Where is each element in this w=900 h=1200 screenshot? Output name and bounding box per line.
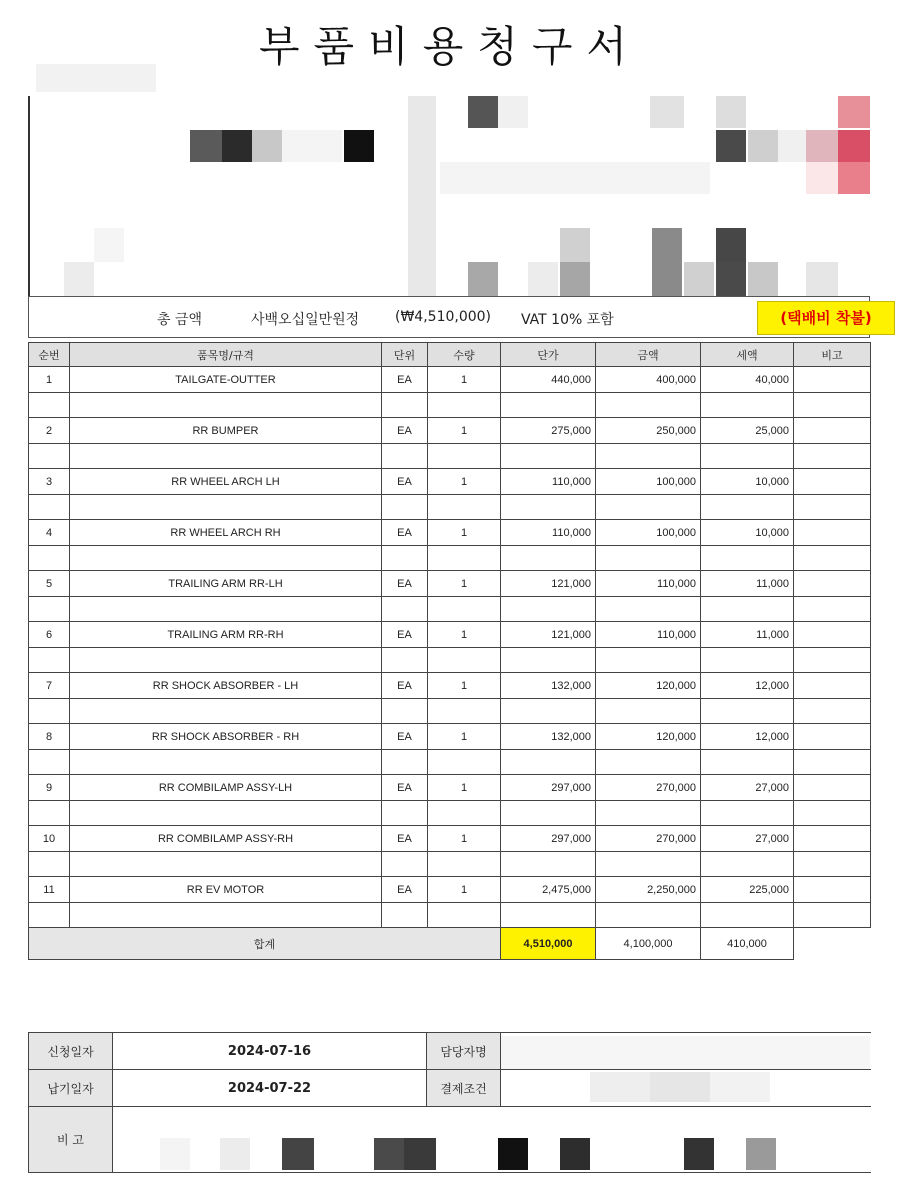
redacted-block xyxy=(528,262,558,296)
cell-tax: 225,000 xyxy=(701,877,794,903)
spacer-cell xyxy=(29,801,70,826)
spacer-cell xyxy=(428,546,501,571)
redacted-block xyxy=(222,130,252,162)
request-date-label: 신청일자 xyxy=(29,1033,113,1070)
table-row xyxy=(29,520,871,546)
cell-tax: 11,000 xyxy=(701,622,794,648)
cell-name: RR EV MOTOR xyxy=(70,877,382,903)
spacer-cell xyxy=(794,495,871,520)
spacer-cell xyxy=(501,801,596,826)
redacted-block xyxy=(190,130,222,162)
redacted-block xyxy=(806,130,838,162)
table-row xyxy=(29,367,871,393)
cell-unit: EA xyxy=(382,622,428,648)
cell-qty: 1 xyxy=(428,469,501,495)
table-row xyxy=(29,877,871,903)
redacted-block xyxy=(748,262,778,296)
spacer-cell xyxy=(701,393,794,418)
total-tax: 410,000 xyxy=(701,928,794,960)
table-row xyxy=(29,571,871,597)
spacer-cell xyxy=(794,597,871,622)
cell-price: 2,475,000 xyxy=(501,877,596,903)
cell-note xyxy=(794,571,871,597)
redacted-block xyxy=(748,130,778,162)
cell-qty: 1 xyxy=(428,724,501,750)
redacted-block xyxy=(650,96,684,128)
spacer-cell xyxy=(428,393,501,418)
cell-qty: 1 xyxy=(428,673,501,699)
header-cell: 품목명/규격 xyxy=(70,343,382,367)
spacer-row xyxy=(29,393,871,418)
cell-amount: 100,000 xyxy=(596,520,701,546)
redacted-block xyxy=(408,96,436,296)
redacted-block xyxy=(64,262,94,296)
cell-unit: EA xyxy=(382,520,428,546)
spacer-cell xyxy=(428,597,501,622)
cell-amount: 400,000 xyxy=(596,367,701,393)
spacer-cell xyxy=(29,597,70,622)
redacted-block xyxy=(838,130,870,162)
spacer-cell xyxy=(382,393,428,418)
spacer-cell xyxy=(701,903,794,928)
header-cell: 세액 xyxy=(701,343,794,367)
cell-no: 11 xyxy=(29,877,70,903)
cell-note xyxy=(794,775,871,801)
manager-label: 담당자명 xyxy=(427,1033,501,1070)
cell-qty: 1 xyxy=(428,571,501,597)
spacer-row xyxy=(29,801,871,826)
cell-price: 121,000 xyxy=(501,622,596,648)
spacer-cell xyxy=(501,495,596,520)
cell-amount: 100,000 xyxy=(596,469,701,495)
cell-amount: 270,000 xyxy=(596,826,701,852)
spacer-cell xyxy=(596,546,701,571)
spacer-row xyxy=(29,903,871,928)
spacer-cell xyxy=(382,699,428,724)
spacer-cell xyxy=(701,648,794,673)
total-amount: 4,100,000 xyxy=(596,928,701,960)
memo-value-redacted xyxy=(113,1107,871,1173)
spacer-cell xyxy=(29,699,70,724)
items-table xyxy=(28,342,871,960)
redacted-block xyxy=(468,262,498,296)
total-row xyxy=(29,928,871,960)
spacer-cell xyxy=(501,750,596,775)
total-amount-number: (₩4,510,000) xyxy=(395,309,492,325)
cell-no: 1 xyxy=(29,367,70,393)
cell-unit: EA xyxy=(382,571,428,597)
redacted-block xyxy=(838,162,870,194)
redacted-block xyxy=(716,262,746,296)
cell-price: 275,000 xyxy=(501,418,596,444)
spacer-cell xyxy=(29,546,70,571)
spacer-cell xyxy=(701,444,794,469)
spacer-cell xyxy=(70,852,382,877)
spacer-cell xyxy=(382,750,428,775)
spacer-cell xyxy=(70,699,382,724)
cell-unit: EA xyxy=(382,775,428,801)
memo-label: 비 고 xyxy=(29,1107,113,1173)
spacer-cell xyxy=(428,699,501,724)
table-row xyxy=(29,775,871,801)
spacer-cell xyxy=(382,597,428,622)
spacer-cell xyxy=(794,801,871,826)
cell-no: 6 xyxy=(29,622,70,648)
spacer-cell xyxy=(29,393,70,418)
cell-no: 5 xyxy=(29,571,70,597)
spacer-cell xyxy=(70,444,382,469)
cell-note xyxy=(794,724,871,750)
redacted-block xyxy=(468,96,498,128)
spacer-cell xyxy=(596,903,701,928)
spacer-cell xyxy=(596,801,701,826)
spacer-cell xyxy=(596,852,701,877)
spacer-cell xyxy=(701,699,794,724)
payment-terms-label: 결제조건 xyxy=(427,1070,501,1107)
table-row xyxy=(29,418,871,444)
cell-amount: 250,000 xyxy=(596,418,701,444)
redacted-block xyxy=(716,228,746,262)
spacer-cell xyxy=(794,444,871,469)
cell-price: 297,000 xyxy=(501,826,596,852)
delivery-date-value: 2024-07-22 xyxy=(113,1070,427,1107)
total-amount-summary xyxy=(28,296,870,338)
redacted-block xyxy=(560,262,590,296)
spacer-cell xyxy=(382,903,428,928)
freight-badge: (택배비 착불) xyxy=(757,301,895,335)
redacted-block xyxy=(344,130,374,162)
spacer-cell xyxy=(596,495,701,520)
redacted-block xyxy=(838,96,870,128)
cell-price: 132,000 xyxy=(501,724,596,750)
cell-name: TRAILING ARM RR-LH xyxy=(70,571,382,597)
spacer-cell xyxy=(382,801,428,826)
redacted-block xyxy=(282,130,342,162)
cell-name: RR WHEEL ARCH RH xyxy=(70,520,382,546)
cell-note xyxy=(794,826,871,852)
cell-price: 110,000 xyxy=(501,469,596,495)
spacer-cell xyxy=(501,903,596,928)
redacted-block xyxy=(440,162,710,194)
cell-price: 110,000 xyxy=(501,520,596,546)
spacer-row xyxy=(29,495,871,520)
cell-no: 7 xyxy=(29,673,70,699)
spacer-cell xyxy=(428,903,501,928)
spacer-cell xyxy=(382,648,428,673)
spacer-cell xyxy=(596,699,701,724)
spacer-row xyxy=(29,852,871,877)
table-row xyxy=(29,622,871,648)
spacer-cell xyxy=(501,597,596,622)
header-cell: 단위 xyxy=(382,343,428,367)
cell-tax: 25,000 xyxy=(701,418,794,444)
redacted-block xyxy=(94,228,124,262)
spacer-cell xyxy=(794,546,871,571)
spacer-cell xyxy=(382,852,428,877)
spacer-row xyxy=(29,750,871,775)
header-cell: 단가 xyxy=(501,343,596,367)
cell-amount: 120,000 xyxy=(596,673,701,699)
cell-name: RR COMBILAMP ASSY-LH xyxy=(70,775,382,801)
cell-amount: 120,000 xyxy=(596,724,701,750)
spacer-cell xyxy=(382,444,428,469)
spacer-cell xyxy=(428,495,501,520)
spacer-cell xyxy=(794,699,871,724)
spacer-row xyxy=(29,648,871,673)
redacted-block xyxy=(652,228,682,296)
cell-tax: 27,000 xyxy=(701,775,794,801)
total-price: 4,510,000 xyxy=(501,928,596,960)
spacer-cell xyxy=(70,750,382,775)
redacted-block xyxy=(716,96,746,128)
cell-tax: 11,000 xyxy=(701,571,794,597)
cell-tax: 10,000 xyxy=(701,469,794,495)
table-row xyxy=(29,673,871,699)
spacer-cell xyxy=(701,495,794,520)
spacer-cell xyxy=(596,597,701,622)
cell-name: TRAILING ARM RR-RH xyxy=(70,622,382,648)
cell-qty: 1 xyxy=(428,877,501,903)
total-label: 합계 xyxy=(29,928,501,960)
cell-note xyxy=(794,367,871,393)
manager-value-redacted xyxy=(501,1033,871,1070)
vat-note: VAT 10% 포함 xyxy=(521,312,614,328)
cell-note xyxy=(794,418,871,444)
table-header-row xyxy=(29,343,871,367)
spacer-cell xyxy=(70,495,382,520)
spacer-cell xyxy=(382,546,428,571)
spacer-cell xyxy=(70,648,382,673)
info-table xyxy=(28,1032,871,1173)
spacer-cell xyxy=(701,801,794,826)
cell-name: RR COMBILAMP ASSY-RH xyxy=(70,826,382,852)
cell-unit: EA xyxy=(382,877,428,903)
header-cell: 금액 xyxy=(596,343,701,367)
spacer-cell xyxy=(428,750,501,775)
cell-note xyxy=(794,877,871,903)
cell-amount: 110,000 xyxy=(596,571,701,597)
spacer-cell xyxy=(70,393,382,418)
spacer-cell xyxy=(596,393,701,418)
spacer-cell xyxy=(29,444,70,469)
spacer-cell xyxy=(29,495,70,520)
cell-qty: 1 xyxy=(428,367,501,393)
total-amount-words: 사백오십일만원정 xyxy=(251,312,360,328)
cell-tax: 12,000 xyxy=(701,673,794,699)
spacer-cell xyxy=(70,546,382,571)
cell-name: RR SHOCK ABSORBER - LH xyxy=(70,673,382,699)
spacer-cell xyxy=(428,648,501,673)
redacted-block xyxy=(684,262,714,296)
cell-qty: 1 xyxy=(428,622,501,648)
cell-tax: 12,000 xyxy=(701,724,794,750)
spacer-cell xyxy=(29,852,70,877)
cell-unit: EA xyxy=(382,724,428,750)
spacer-cell xyxy=(70,597,382,622)
spacer-cell xyxy=(29,903,70,928)
spacer-cell xyxy=(428,801,501,826)
cell-no: 9 xyxy=(29,775,70,801)
redacted-block xyxy=(560,228,590,262)
cell-unit: EA xyxy=(382,367,428,393)
table-body xyxy=(29,367,871,928)
spacer-cell xyxy=(794,852,871,877)
cell-no: 3 xyxy=(29,469,70,495)
cell-tax: 40,000 xyxy=(701,367,794,393)
header-cell: 순번 xyxy=(29,343,70,367)
redacted-block xyxy=(806,262,838,296)
cell-qty: 1 xyxy=(428,520,501,546)
spacer-cell xyxy=(428,852,501,877)
cell-unit: EA xyxy=(382,826,428,852)
spacer-row xyxy=(29,444,871,469)
spacer-cell xyxy=(701,750,794,775)
spacer-row xyxy=(29,546,871,571)
spacer-cell xyxy=(501,648,596,673)
redacted-block xyxy=(36,64,156,92)
cell-qty: 1 xyxy=(428,826,501,852)
payment-terms-value-redacted xyxy=(501,1070,871,1107)
cell-no: 4 xyxy=(29,520,70,546)
delivery-date-label: 납기일자 xyxy=(29,1070,113,1107)
total-note xyxy=(794,928,871,960)
cell-price: 121,000 xyxy=(501,571,596,597)
info-row-memo xyxy=(29,1107,871,1173)
spacer-cell xyxy=(794,750,871,775)
redacted-block xyxy=(716,130,746,162)
cell-amount: 2,250,000 xyxy=(596,877,701,903)
header-cell: 비고 xyxy=(794,343,871,367)
spacer-cell xyxy=(501,393,596,418)
spacer-cell xyxy=(596,648,701,673)
cell-note xyxy=(794,469,871,495)
spacer-cell xyxy=(701,852,794,877)
cell-no: 8 xyxy=(29,724,70,750)
cell-price: 132,000 xyxy=(501,673,596,699)
cell-no: 2 xyxy=(29,418,70,444)
spacer-cell xyxy=(29,648,70,673)
spacer-cell xyxy=(794,393,871,418)
cell-note xyxy=(794,520,871,546)
cell-name: RR BUMPER xyxy=(70,418,382,444)
document-title: 부품비용청구서 xyxy=(258,22,641,71)
spacer-cell xyxy=(501,444,596,469)
spacer-cell xyxy=(596,444,701,469)
spacer-cell xyxy=(501,852,596,877)
spacer-cell xyxy=(501,546,596,571)
spacer-cell xyxy=(382,495,428,520)
cell-tax: 10,000 xyxy=(701,520,794,546)
redacted-block xyxy=(498,96,528,128)
header-cell: 수량 xyxy=(428,343,501,367)
info-row-request xyxy=(29,1033,871,1070)
redacted-block xyxy=(778,130,808,162)
cell-no: 10 xyxy=(29,826,70,852)
cell-unit: EA xyxy=(382,673,428,699)
cell-unit: EA xyxy=(382,469,428,495)
spacer-cell xyxy=(501,699,596,724)
table-row xyxy=(29,724,871,750)
cell-price: 440,000 xyxy=(501,367,596,393)
spacer-cell xyxy=(794,648,871,673)
cell-tax: 27,000 xyxy=(701,826,794,852)
spacer-cell xyxy=(428,444,501,469)
spacer-row xyxy=(29,597,871,622)
spacer-row xyxy=(29,699,871,724)
info-row-delivery xyxy=(29,1070,871,1107)
spacer-cell xyxy=(794,903,871,928)
spacer-cell xyxy=(70,801,382,826)
cell-qty: 1 xyxy=(428,418,501,444)
cell-note xyxy=(794,673,871,699)
spacer-cell xyxy=(701,546,794,571)
cell-unit: EA xyxy=(382,418,428,444)
cell-name: RR WHEEL ARCH LH xyxy=(70,469,382,495)
cell-price: 297,000 xyxy=(501,775,596,801)
spacer-cell xyxy=(29,750,70,775)
table-row xyxy=(29,469,871,495)
cell-note xyxy=(794,622,871,648)
cell-amount: 270,000 xyxy=(596,775,701,801)
cell-qty: 1 xyxy=(428,775,501,801)
spacer-cell xyxy=(701,597,794,622)
cell-amount: 110,000 xyxy=(596,622,701,648)
total-amount-label: 총 금액 xyxy=(157,312,203,328)
cell-name: TAILGATE-OUTTER xyxy=(70,367,382,393)
request-date-value: 2024-07-16 xyxy=(113,1033,427,1070)
spacer-cell xyxy=(596,750,701,775)
redacted-block xyxy=(806,162,838,194)
spacer-cell xyxy=(70,903,382,928)
cell-name: RR SHOCK ABSORBER - RH xyxy=(70,724,382,750)
redacted-block xyxy=(252,130,282,162)
table-row xyxy=(29,826,871,852)
